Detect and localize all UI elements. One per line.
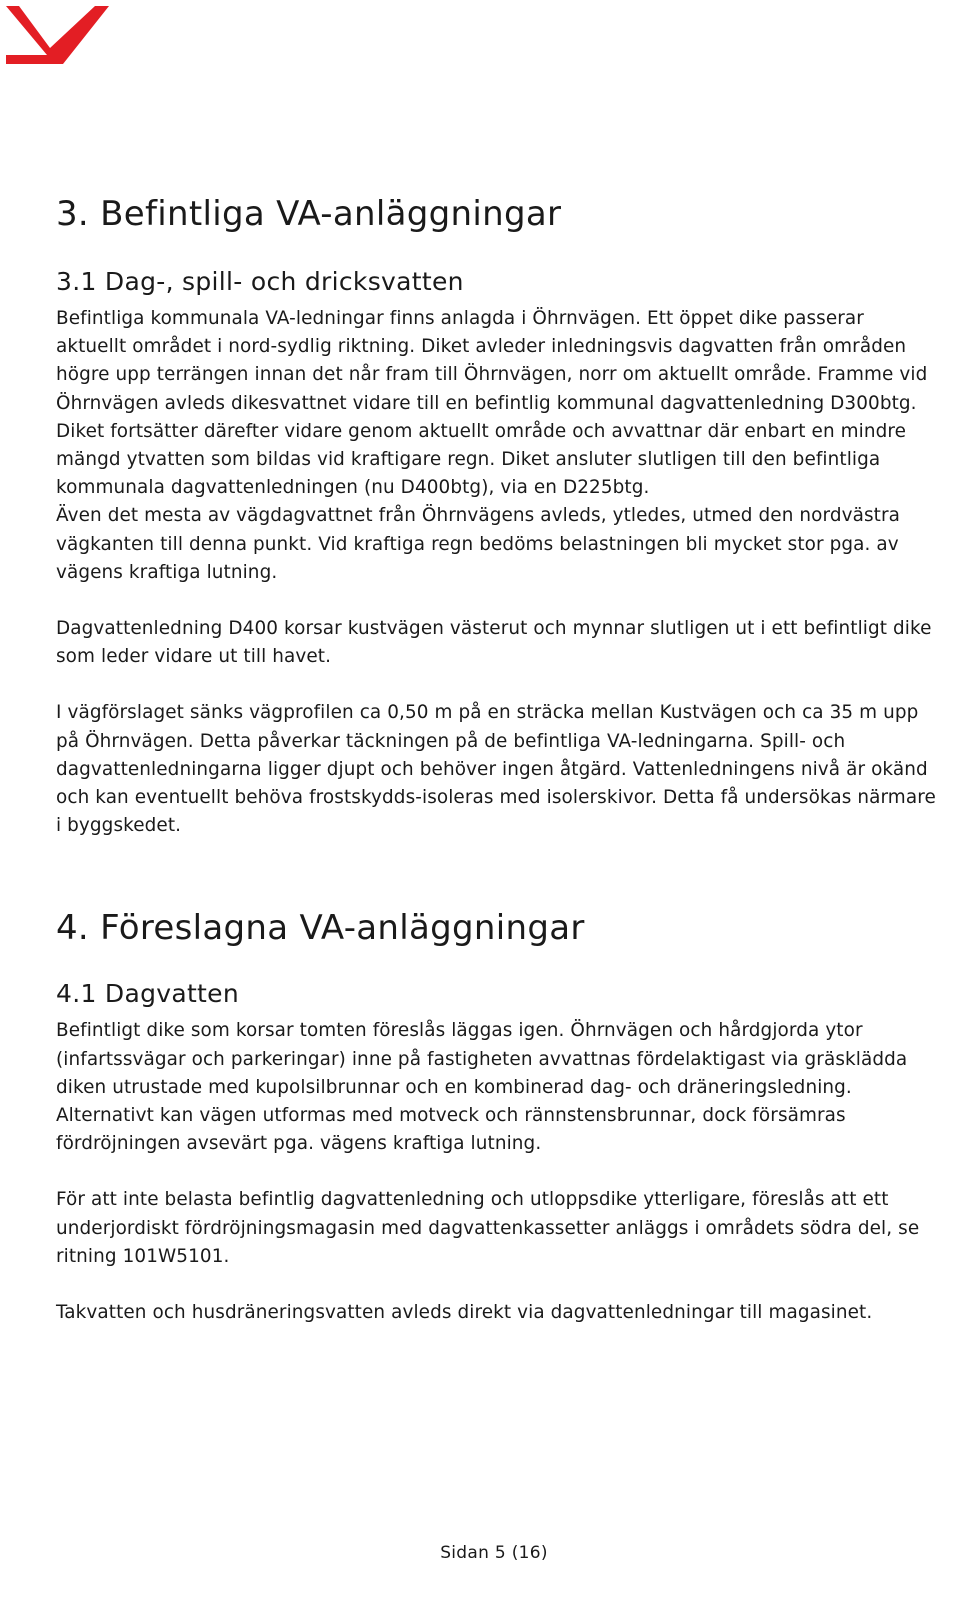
paragraph: Diket fortsätter därefter vidare genom aktuellt område och avvattnar där enbart en mindre mängd ytvatten som bildas vid kraftigare regn. Diket ansluter slutligen till den befintliga kommunala dagvattenledningen (nu D400btg), via en D225btg.: [56, 420, 907, 499]
page-content: [56, 188, 936, 1327]
paragraph: Befintliga kommunala VA-ledningar finns anlagda i Öhrnvägen. Ett öppet dike passerar aktuellt området i nord-sydlig riktning. Diket avleder inledningsvis dagvatten från områden högre upp terrängen innan det når fram till Öhrnvägen, norr om aktuellt område. Framme vid Öhrnvägen avleds dikesvattnet vidare till en befintlig kommunal dagvattenledning D300btg.: [56, 308, 928, 414]
section-4-1-heading: 4.1 Dagvatten: [56, 979, 239, 1009]
section-3-1-heading: 3.1 Dag-, spill- och dricksvatten: [56, 267, 464, 296]
paragraph: Befintligt dike som korsar tomten föreslås läggas igen. Öhrnvägen och hårdgjorda ytor (infartssvägar och parkeringar) inne på fastigheten avvattnas fördelaktigast via gräsklädda diken utrustade med kupolsilbrunnar och en kombinerad dag- och dräneringsledning. Alternativt kan vägen utformas med motveck och rännstensbrunnar, dock försämras fördröjningen avsevärt pga. vägens kraftiga lutning.: [56, 1020, 908, 1155]
paragraph: Dagvattenledning D400 korsar kustvägen västerut och mynnar slutligen ut i ett befintligt dike som leder vidare ut till havet.: [56, 618, 932, 668]
page-number: Sidan 5 (16): [440, 1543, 548, 1563]
paragraph: I vägförslaget sänks vägprofilen ca 0,50 m på en sträcka mellan Kustvägen och ca 35 m upp på Öhrnvägen. Detta påverkar täckningen på de befintliga VA-ledningarna. Spill- och dagvattenledningarna ligger djupt och behöver ingen åtgärd. Vattenledningens nivå är okänd och kan eventuellt behöva frostskydds-isoleras med isolerskivor. Detta få undersökas närmare i byggskedet.: [56, 702, 936, 837]
paragraph: Även det mesta av vägdagvattnet från Öhrnvägens avleds, ytledes, utmed den nordvästra vägkanten till denna punkt. Vid kraftiga regn bedöms belastningen bli mycket stor pga. av vägens kraftiga lutning.: [56, 505, 900, 583]
section-4-heading: 4. Föreslagna VA-anläggningar: [56, 908, 585, 949]
paragraph: Takvatten och husdräneringsvatten avleds direkt via dagvattenledningar till magasinet.: [56, 1302, 873, 1324]
paragraph: För att inte belasta befintlig dagvattenledning och utloppsdike ytterligare, föreslås att ett underjordiskt fördröjningsmagasin med dagvattenkassetter anläggs i områdets södra del, se ritning 101W5101.: [56, 1189, 920, 1267]
section-3-heading: 3. Befintliga VA-anläggningar: [56, 194, 562, 234]
brand-logo-icon: [6, 6, 110, 66]
